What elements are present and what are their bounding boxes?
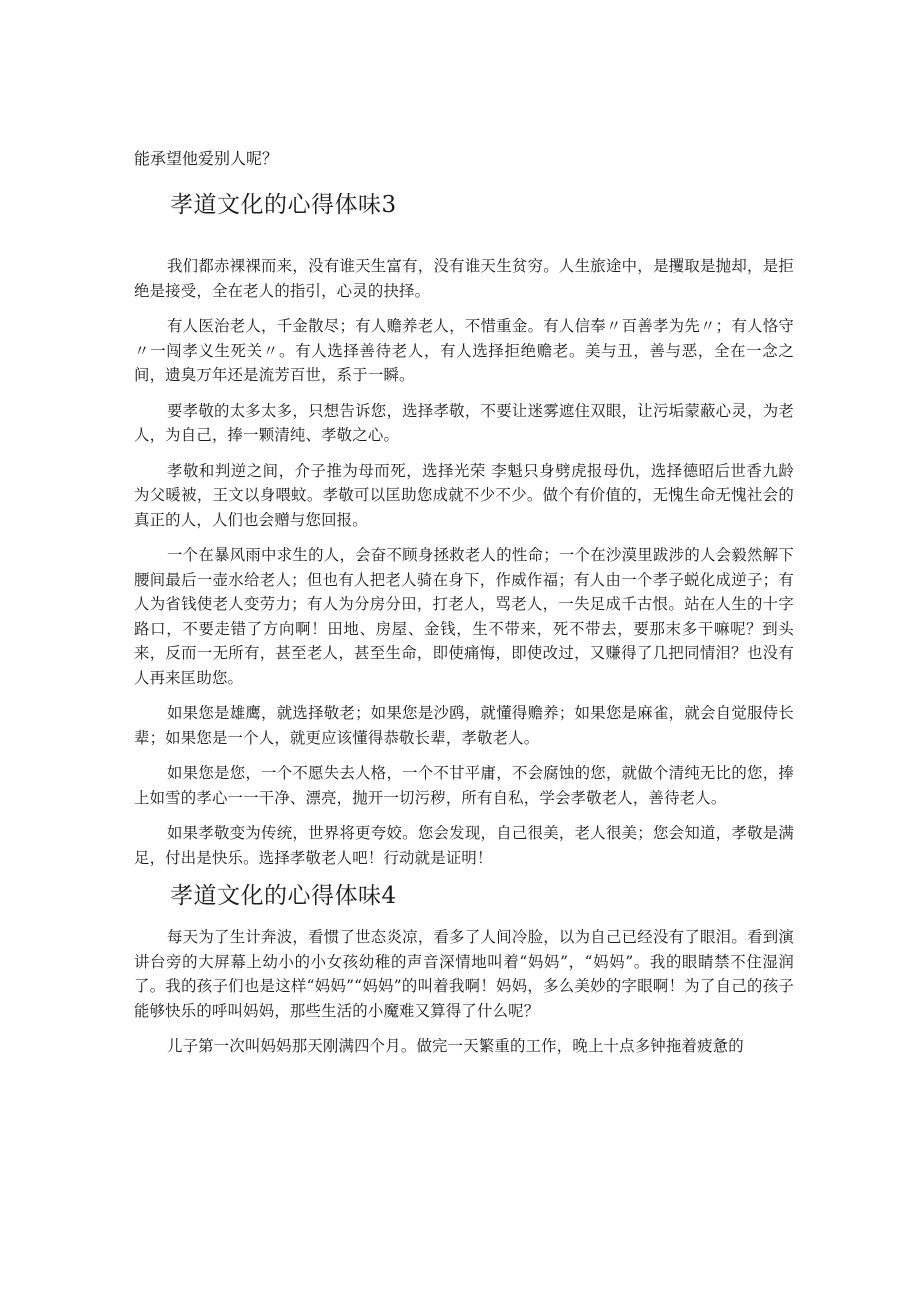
section-4-heading: 孝道文化的心得体味4 — [170, 883, 397, 909]
section-3-paragraph-1: 我们都赤裸裸而来，没有谁天生富有，没有谁天生贫穷。人生旅途中，是攫取是抛却，是拒绝是接受，全在老人的指引，心灵的抉择。 — [134, 257, 794, 300]
section-3-heading: 孝道文化的心得体味3 — [170, 192, 397, 218]
section-3-paragraph-4: 孝敬和判逆之间，介子推为母而死，选择光荣 李魁只身劈虎报母仇，选择德昭后世香九龄为父暖被，王文以身喂蚊。孝敬可以匡助您成就不少不少。做个有价值的，无愧生命无愧社会的真正的人，人们也会赠与您回报。 — [134, 461, 794, 529]
document-page — [134, 148, 794, 1070]
section-3-paragraph-8: 如果孝敬变为传统，世界将更夸姣。您会发现，自己很美，老人很美；您会知道，孝敬是满足，付出是快乐。选择孝敬老人吧！行动就是证明！ — [134, 824, 794, 867]
section-4-paragraph-2: 儿子第一次叫妈妈那天刚满四个月。做完一天繁重的工作，晚上十点多钟拖着疲惫的 — [167, 1037, 744, 1055]
section-3-paragraph-2: 有人医治老人，千金散尽；有人赡养老人，不惜重金。有人信奉〃百善孝为先〃；有人恪守〃一闯孝义生死关〃。有人选择善待老人，有人选择拒绝赡老。美与丑，善与恶，全在一念之间，遗臭万年还是流芳百世，系于一瞬。 — [134, 317, 794, 384]
section-3-paragraph-3: 要孝敬的太多太多，只想告诉您，选择孝敬，不要让迷雾遮住双眼，让污垢蒙蔽心灵，为老人，为自己，捧一颗清纯、孝敬之心。 — [134, 401, 794, 444]
section-4-paragraph-1: 每天为了生计奔波，看惯了世态炎凉，看多了人间冷脸，以为自己已经没有了眼泪。看到演讲台旁的大屏幕上幼小的小女孩幼稚的声音深情地叫着“妈妈”，“妈妈”。我的眼睛禁不住湿润了。我的孩子们也是这样“妈妈”“妈妈”的叫着我啊！妈妈，多么美妙的字眼啊！为了自己的孩子能够快乐的呼叫妈妈，那些生活的小魔难又算得了什么呢？ — [134, 928, 794, 1020]
continuation-line: 能承望他爱别人呢？ — [134, 149, 279, 168]
section-3-paragraph-5: 一个在暴风雨中求生的人，会奋不顾身拯救老人的性命；一个在沙漠里跋涉的人会毅然解下腰间最后一壶水给老人；但也有人把老人骑在身下，作威作福；有人由一个孝子蜕化成逆子；有人为省钱使老人变劳力；有人为分房分田，打老人，骂老人，一失足成千古恨。站在人生的十字路口，不要走错了方向啊！田地、房屋、金钱，生不带来，死不带去，要那末多干嘛呢？到头来，反而一无所有，甚至老人，甚至生命，即使痛悔，即使改过，又赚得了几把同情泪？也没有人再来匡助您。 — [134, 546, 794, 687]
section-3-paragraph-7: 如果您是您，一个不愿失去人格，一个不甘平庸，不会腐蚀的您，就做个清纯无比的您，捧上如雪的孝心一一干净、漂亮，抛开一切污秽，所有自私，学会孝敬老人，善待老人。 — [134, 764, 794, 807]
section-3-paragraph-6: 如果您是雄鹰，就选择敬老；如果您是沙鸥，就懂得赡养；如果您是麻雀，就会自觉服侍长辈；如果您是一个人，就更应该懂得恭敬长辈，孝敬老人。 — [134, 704, 794, 747]
